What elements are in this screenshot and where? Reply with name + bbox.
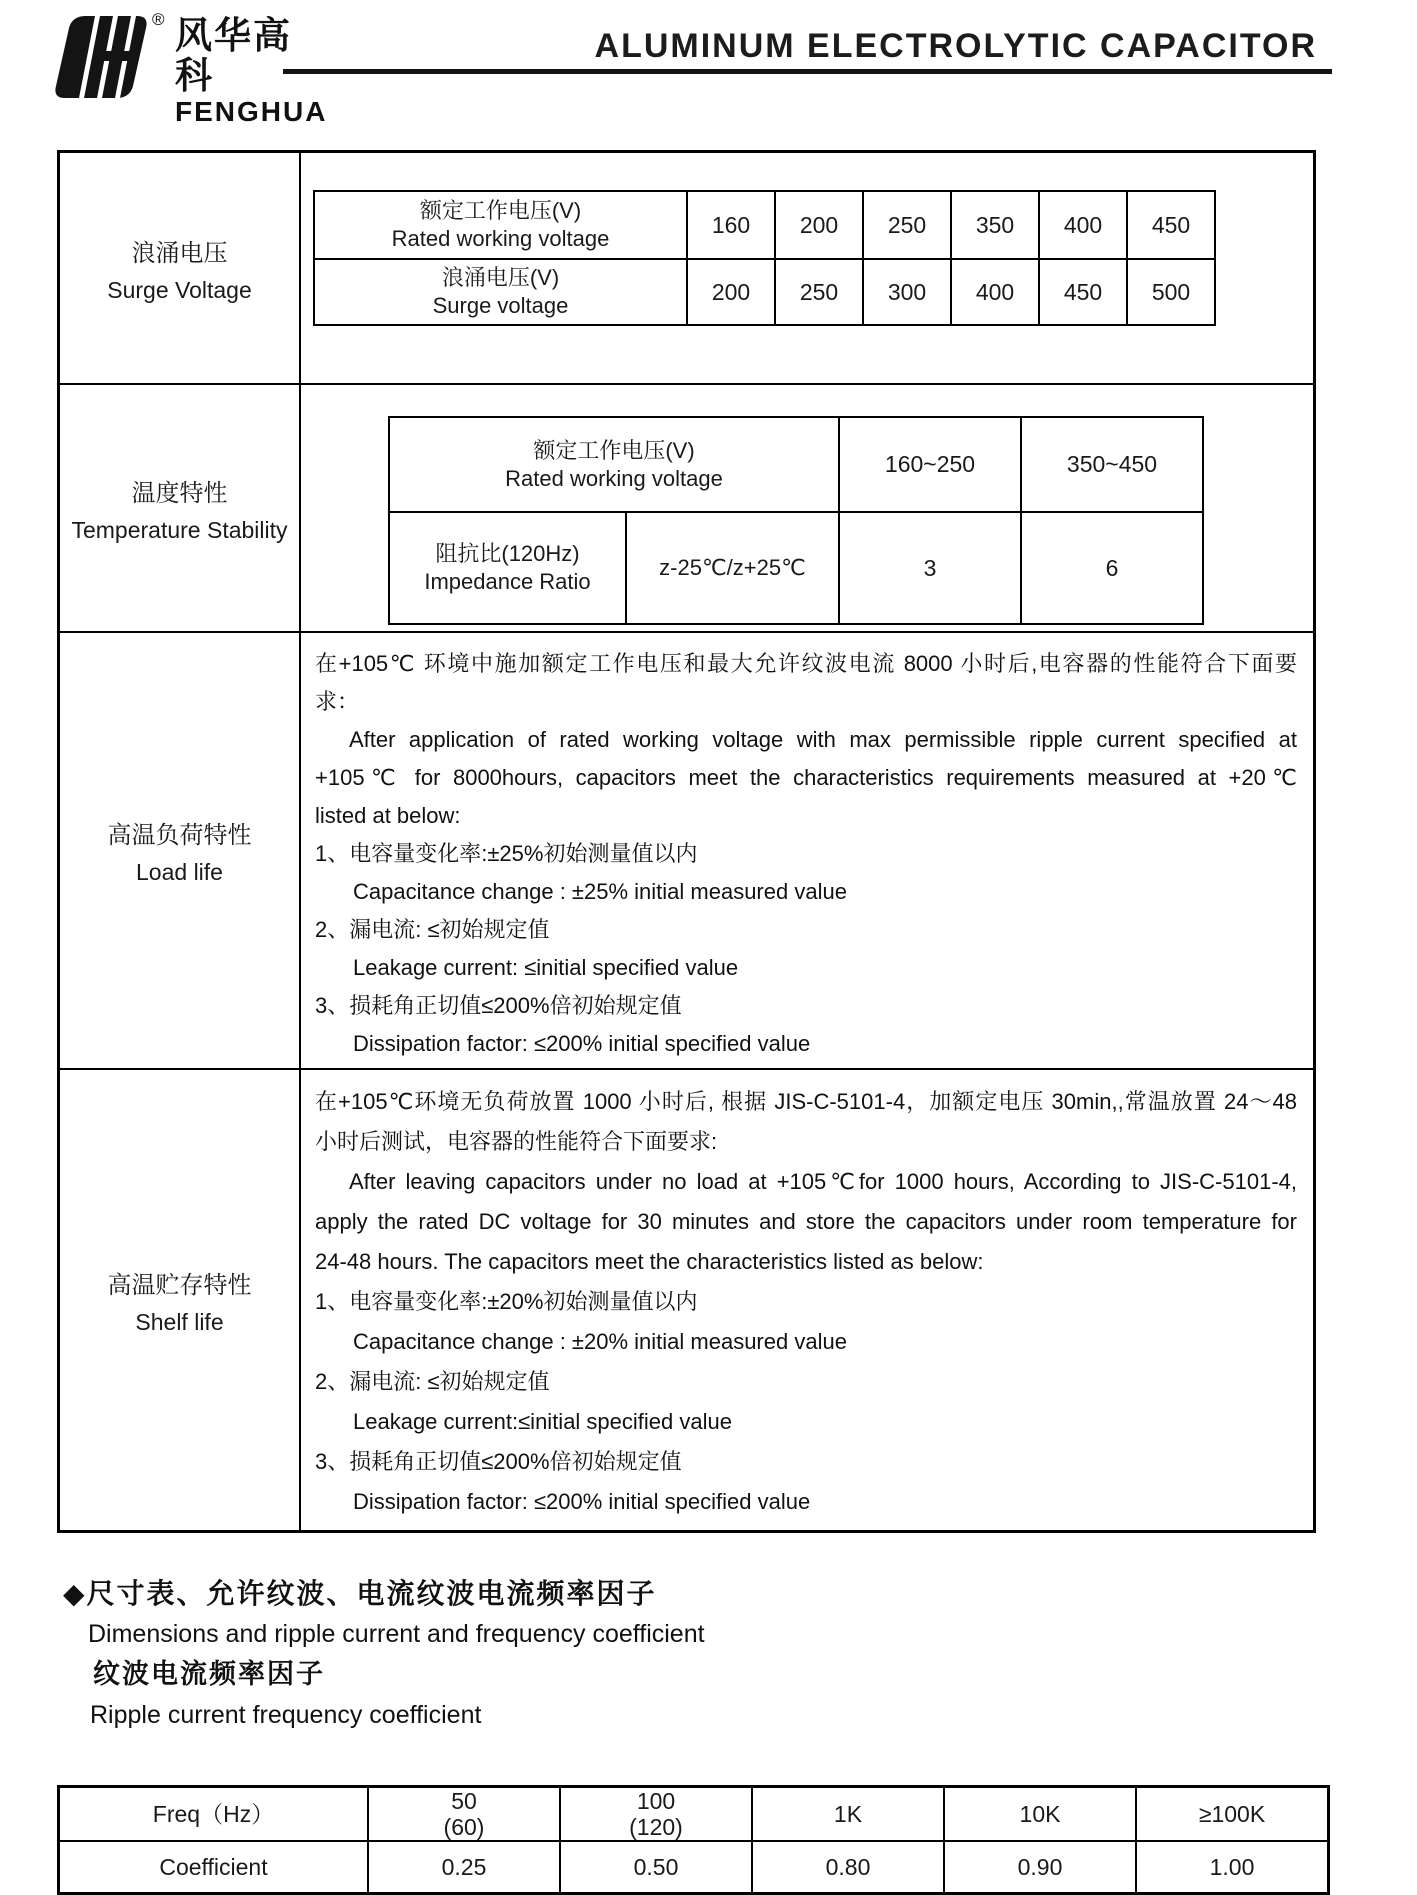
temperature-stability-row-body [301, 385, 1313, 631]
coefficient-row [60, 1840, 1327, 1892]
coefficient-cell: 1.00 [1135, 1842, 1327, 1892]
row-label-en: Temperature Stability [71, 516, 288, 543]
characteristics-table [57, 150, 1316, 1533]
spec-text-line: 在+105℃环境无负荷放置 1000 小时后, 根据 JIS-C-5101-4，加额定电压 30min,,常温放置 24～48 [315, 1089, 1297, 1114]
spec-text-line: Leakage current: ≤initial specified value [353, 955, 739, 980]
header-rule [283, 69, 1332, 74]
spec-text-line: 24-48 hours. The capacitors meet the characteristics listed as below: [315, 1249, 984, 1274]
spec-text-line: +105℃ for 8000hours, capacitors meet the characteristics requirements measured at +20℃ [315, 765, 1297, 790]
rated-working-voltage-label: 额定工作电压(V) Rated working voltage [391, 198, 610, 251]
row-label-en: Shelf life [135, 1308, 224, 1335]
impedance-condition: z-25℃/z+25℃ [625, 513, 838, 623]
coefficient-cell: 0.25 [367, 1842, 559, 1892]
impedance-ratio-label: 阻抗比(120Hz) Impedance Ratio [424, 541, 591, 594]
dimensions-section-heading [63, 1574, 705, 1735]
spec-text-line: Leakage current:≤initial specified value [353, 1409, 732, 1434]
frequency-header-cell: 10K [943, 1788, 1135, 1840]
freq-row-label: Freq（Hz） [152, 1801, 275, 1827]
registered-trademark-icon: ® [152, 10, 165, 29]
subsection-heading-en: Ripple current frequency coefficient [90, 1701, 482, 1729]
temperature-stability-row-label [60, 385, 301, 631]
surge-voltage-values-row [315, 258, 1214, 324]
value-cell: 450 [1038, 260, 1126, 324]
surge-voltage-row-label [60, 153, 301, 383]
row-label-cn: 温度特性 [131, 479, 228, 507]
frequency-header-cell: ≥100K [1135, 1788, 1327, 1840]
spec-text-line: 在+105℃ 环境中施加额定工作电压和最大允许纹波电流 8000 小时后,电容器的性能符合下面要 [315, 651, 1297, 676]
subsection-heading-cn: 纹波电流频率因子 [93, 1659, 325, 1689]
value-cell: 250 [774, 260, 862, 324]
value-cell: 300 [862, 260, 950, 324]
value-cell: 3 [838, 513, 1020, 623]
section-heading-en: Dimensions and ripple current and frequency coefficient [88, 1620, 705, 1648]
value-cell: 6 [1020, 513, 1202, 623]
value-cell: 200 [686, 260, 774, 324]
coefficient-row-label: Coefficient [159, 1854, 268, 1880]
shelf-life-row [60, 1068, 1313, 1530]
spec-text-line: 求： [315, 689, 360, 714]
section-heading-cn: ◆尺寸表、允许纹波、电流纹波电流频率因子 [63, 1578, 657, 1609]
value-cell: 350 [950, 192, 1038, 258]
spec-text-line: After leaving capacitors under no load at +105℃for 1000 hours, According to JIS-C-5101-4, [349, 1169, 1297, 1194]
spec-text-line: listed at below: [315, 803, 461, 828]
coefficient-cell: 0.90 [943, 1842, 1135, 1892]
surge-voltage-table [313, 190, 1216, 326]
value-cell: 450 [1126, 192, 1214, 258]
value-cell: 200 [774, 192, 862, 258]
value-cell: 250 [862, 192, 950, 258]
value-cell: 500 [1126, 260, 1214, 324]
surge-voltage-row [60, 153, 1313, 383]
spec-text-line: 1、电容量变化率:±25%初始测量值以内 [315, 841, 698, 866]
spec-text-line: After application of rated working voltage with max permissible ripple current specified at [349, 727, 1297, 752]
frequency-header-cell: 1K [751, 1788, 943, 1840]
page-title: ALUMINUM ELECTROLYTIC CAPACITOR [594, 27, 1317, 65]
value-cell: 400 [950, 260, 1038, 324]
frequency-header-row [60, 1788, 1327, 1840]
shelf-life-row-body [301, 1070, 1313, 1530]
rated-working-voltage-header: 额定工作电压(V) Rated working voltage [505, 437, 723, 491]
value-cell: 400 [1038, 192, 1126, 258]
spec-text-line: apply the rated DC voltage for 30 minutes and store the capacitors under room temperature for [315, 1209, 1297, 1234]
spec-text-line: 3、损耗角正切值≤200%倍初始规定值 [315, 993, 682, 1018]
spec-text-line: 2、漏电流: ≤初始规定值 [315, 1369, 550, 1394]
voltage-range-row [390, 418, 1202, 511]
row-label-cn: 高温贮存特性 [107, 1271, 252, 1299]
coefficient-cell: 0.50 [559, 1842, 751, 1892]
spec-text-line: 小时后测试，电容器的性能符合下面要求: [315, 1129, 718, 1154]
rated-working-voltage-row [315, 192, 1214, 258]
brand-name-en: FENGHUA [175, 96, 328, 127]
brand-name-cn: 风华高科 [175, 15, 292, 96]
spec-text-line: Capacitance change : ±20% initial measured value [353, 1329, 847, 1354]
load-life-row-body [301, 633, 1313, 1068]
value-cell: 350~450 [1020, 418, 1202, 511]
row-label-en: Surge Voltage [107, 276, 252, 303]
row-label-cn: 浪涌电压 [131, 239, 228, 267]
spec-text-line: 3、损耗角正切值≤200%倍初始规定值 [315, 1449, 682, 1474]
temperature-stability-table [388, 416, 1204, 625]
frequency-header-cell: 50 (60) [367, 1788, 559, 1840]
impedance-ratio-row [390, 511, 1202, 623]
frequency-header-cell: 100 (120) [559, 1788, 751, 1840]
shelf-life-text [301, 1070, 1313, 1522]
spec-text-line: Dissipation factor: ≤200% initial specified value [353, 1031, 811, 1056]
spec-text-line: Dissipation factor: ≤200% initial specified value [353, 1489, 811, 1514]
spec-text-line: 1、电容量变化率:±20%初始测量值以内 [315, 1289, 698, 1314]
fenghua-logo-icon [55, 14, 149, 98]
spec-text-line: 2、漏电流: ≤初始规定值 [315, 917, 550, 942]
row-label-cn: 高温负荷特性 [107, 822, 252, 849]
coefficient-cell: 0.80 [751, 1842, 943, 1892]
load-life-row [60, 631, 1313, 1068]
load-life-text [301, 633, 1313, 1063]
shelf-life-row-label [60, 1070, 301, 1530]
value-cell: 160 [686, 192, 774, 258]
temperature-stability-row [60, 383, 1313, 631]
load-life-row-label [60, 633, 301, 1068]
frequency-coefficient-table [57, 1785, 1330, 1895]
surge-voltage-label: 浪涌电压(V) Surge voltage [432, 265, 569, 318]
value-cell: 160~250 [838, 418, 1020, 511]
spec-text-line: Capacitance change : ±25% initial measured value [353, 879, 847, 904]
surge-voltage-row-body [301, 153, 1313, 383]
row-label-en: Load life [136, 859, 223, 885]
